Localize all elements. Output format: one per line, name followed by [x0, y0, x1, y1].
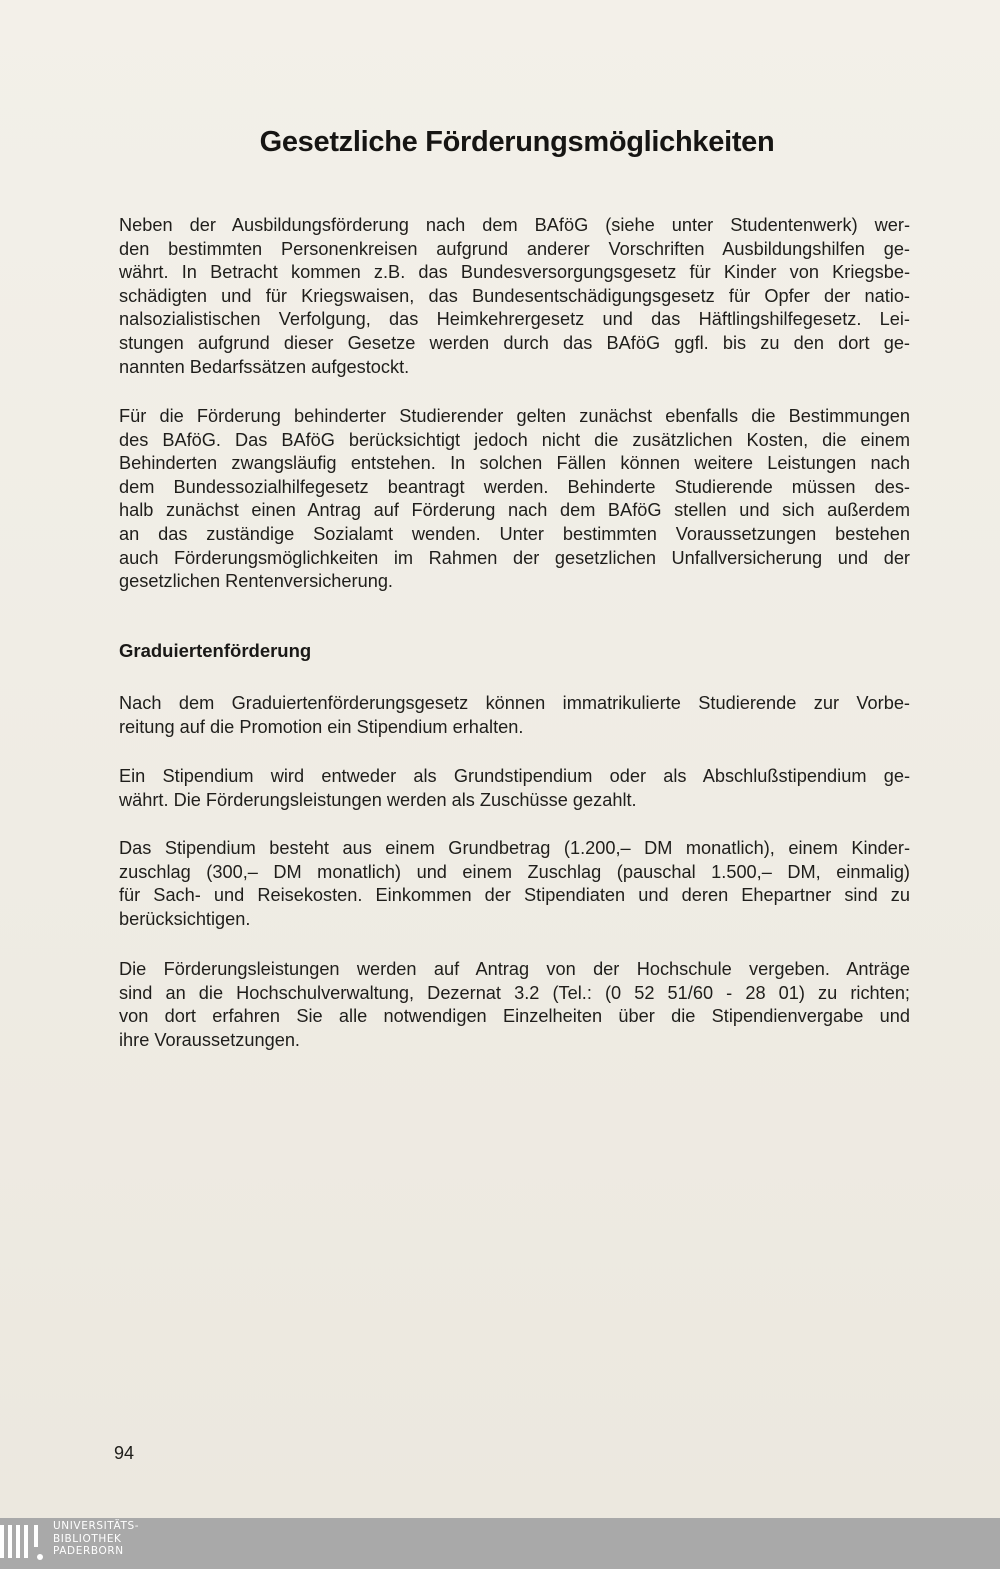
text-line: ihre Voraussetzungen. — [119, 1029, 300, 1050]
text-line: halb zunächst einen Antrag auf Förderung nach dem BAföG stellen und sich außerdem — [119, 500, 910, 521]
library-name — [53, 1520, 139, 1558]
application-paragraph — [119, 958, 910, 1052]
text-line: Neben der Ausbildungsförderung nach dem BAföG (siehe unter Studentenwerk) wer- — [119, 215, 910, 235]
library-name-line: UNIVERSITÄTS- — [53, 1520, 140, 1532]
text-line: berücksichtigen. — [119, 908, 251, 929]
text-line: währt. In Betracht kommen z.B. das Bundesversorgungsgesetz für Kinder von Kriegsbe- — [119, 262, 910, 283]
text-line: des BAföG. Das BAföG berücksichtigt jedoch nicht die zusätzlichen Kosten, die einem — [119, 429, 910, 450]
stipend-amount-paragraph — [119, 837, 910, 931]
text-line: von dort erfahren Sie alle notwendigen Einzelheiten über die Stipendienvergabe und — [119, 1006, 910, 1027]
text-line: nannten Bedarfssätzen aufgestockt. — [119, 356, 410, 377]
library-name-line: PADERBORN — [53, 1545, 124, 1557]
text-line: zuschlag (300,– DM monatlich) und einem Zuschlag (pauschal 1.500,– DM, einmalig) — [119, 861, 910, 882]
page-number: 94 — [114, 1443, 135, 1463]
text-line: Für die Förderung behinderter Studierender gelten zunächst ebenfalls die Bestimmungen — [119, 406, 910, 426]
text-line: währt. Die Förderungsleistungen werden als Zuschüsse gezahlt. — [119, 789, 637, 810]
text-line: Das Stipendium besteht aus einem Grundbetrag (1.200,– DM monatlich), einem Kinder- — [119, 838, 910, 858]
library-name-line: BIBLIOTHEK — [53, 1532, 122, 1545]
text-line: schädigten und für Kriegswaisen, das Bundesentschädigungsgesetz für Opfer der natio- — [119, 285, 910, 306]
text-line: reitung auf die Promotion ein Stipendium erhalten. — [119, 716, 524, 737]
library-footer-bar — [0, 1518, 1000, 1569]
disability-paragraph — [119, 405, 910, 594]
stipend-type-paragraph — [119, 765, 910, 812]
text-line: Ein Stipendium wird entweder als Grundstipendium oder als Abschlußstipendium ge- — [119, 766, 910, 786]
text-line: für Sach- und Reisekosten. Einkommen der Stipendiaten und deren Ehepartner sind zu — [119, 885, 910, 906]
text-line: gesetzlichen Rentenversicherung. — [119, 571, 393, 592]
library-barcode-logo-icon — [0, 1522, 48, 1564]
section-heading: Graduiertenförderung — [119, 640, 312, 661]
text-line: an das zuständige Sozialamt wenden. Unter bestimmten Voraussetzungen bestehen — [119, 523, 910, 544]
text-line: Die Förderungsleistungen werden auf Antrag von der Hochschule vergeben. Anträge — [119, 959, 910, 979]
text-line: den bestimmten Personenkreisen aufgrund anderer Vorschriften Ausbildungshilfen ge- — [119, 238, 910, 259]
text-line: Nach dem Graduiertenförderungsgesetz können immatrikulierte Studierende zur Vorbe- — [119, 693, 910, 713]
page-title: Gesetzliche Förderungsmöglichkeiten — [259, 126, 775, 158]
text-line: sind an die Hochschulverwaltung, Dezernat 3.2 (Tel.: (0 52 51/60 - 28 01) zu richten; — [119, 982, 910, 1003]
graduate-intro-paragraph — [119, 692, 910, 739]
text-line: Behinderten zwangsläufig entstehen. In solchen Fällen können weitere Leistungen nach — [119, 453, 910, 474]
text-line: stungen aufgrund dieser Gesetze werden durch das BAföG ggfl. bis zu den dort ge- — [119, 332, 910, 353]
text-line: nalsozialistischen Verfolgung, das Heimkehrergesetz und das Häftlingshilfegesetz. Lei- — [119, 309, 910, 330]
text-line: dem Bundessozialhilfegesetz beantragt werden. Behinderte Studierende müssen des- — [119, 476, 910, 497]
intro-paragraph — [119, 214, 910, 379]
text-line: auch Förderungsmöglichkeiten im Rahmen der gesetzlichen Unfallversicherung und der — [119, 547, 910, 568]
